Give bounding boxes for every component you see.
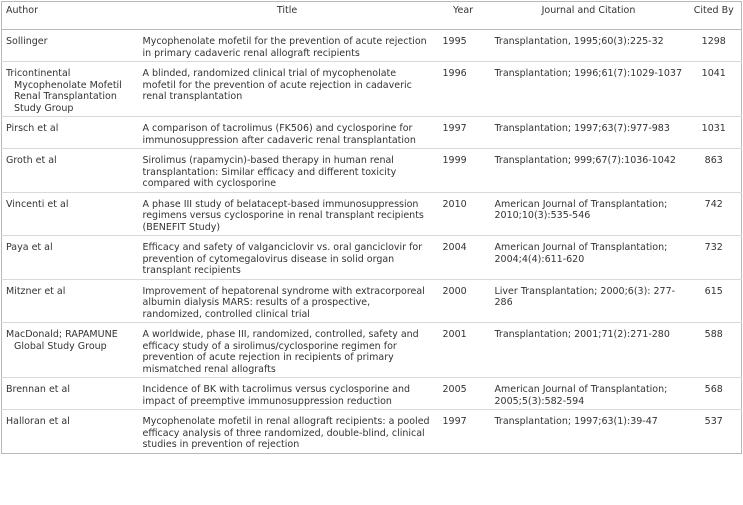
header-title: Title [139, 2, 435, 30]
year-cell: 2005 [435, 378, 491, 410]
header-journal: Journal and Citation [491, 2, 686, 30]
table-row [2, 323, 742, 378]
author-cell: Sollinger [6, 36, 48, 47]
year-cell: 1996 [435, 62, 491, 117]
title-cell: A phase III study of belatacept-based immunosuppression regimens versus cyclosporine in renal transplant recipients (BENEFIT Study) [139, 192, 435, 236]
title-cell: A worldwide, phase III, randomized, controlled, safety and efficacy study of a sirolimus/cyclosporine regimen for prevention of acute rejection in recipients of primary mismatched renal allografts [139, 323, 435, 378]
title-cell: Mycophenolate mofetil in renal allograft recipients: a pooled efficacy analysis of three randomized, double-blind, clinical studies in prevention of rejection [139, 410, 435, 454]
table-row [2, 30, 742, 62]
year-cell: 1995 [442, 36, 467, 47]
journal-cell: Transplantation; 2001;71(2):271-280 [491, 323, 686, 378]
title-cell: Improvement of hepatorenal syndrome with extracorporeal albumin dialysis MARS: results of a prospective, randomized, controlled clinical trial [139, 279, 435, 323]
title-cell: Efficacy and safety of valganciclovir vs. oral ganciclovir for prevention of cytomegalovirus disease in solid organ transplant recipients [139, 236, 435, 280]
year-cell: 1997 [435, 410, 491, 454]
cited-by-cell: 615 [686, 279, 742, 323]
title-cell: Sirolimus (rapamycin)-based therapy in human renal transplantation: Similar efficacy and different toxicity compared with cyclosporine [139, 149, 435, 193]
author-cell: Brennan et al [2, 378, 139, 410]
journal-cell: Transplantation; 1997;63(1):39-47 [491, 410, 686, 454]
cited-by-cell: 568 [686, 378, 742, 410]
header-author: Author [2, 2, 139, 30]
cited-by-cell: 537 [686, 410, 742, 454]
table-body [2, 30, 742, 454]
cited-by-cell: 1031 [686, 117, 742, 149]
title-cell: Incidence of BK with tacrolimus versus cyclosporine and impact of preemptive immunosuppression reduction [139, 378, 435, 410]
journal-cell: American Journal of Transplantation; 2010;10(3):535-546 [491, 192, 686, 236]
journal-cell: American Journal of Transplantation; 2004;4(4):611-620 [491, 236, 686, 280]
citation-table [1, 1, 742, 454]
cited-by-cell: 732 [686, 236, 742, 280]
journal-cell: American Journal of Transplantation; 2005;5(3):582-594 [491, 378, 686, 410]
title-cell: A comparison of tacrolimus (FK506) and cyclosporine for immunosuppression after cadaveric renal transplantation [139, 117, 435, 149]
year-cell: 2010 [435, 192, 491, 236]
table-row [2, 117, 742, 149]
year-cell: 1997 [435, 117, 491, 149]
author-cell: Mitzner et al [2, 279, 139, 323]
year-cell: 2004 [435, 236, 491, 280]
title-cell: Mycophenolate mofetil for the prevention of acute rejection in primary cadaveric renal allograft recipients [142, 36, 427, 59]
title-cell: A blinded, randomized clinical trial of mycophenolate mofetil for the prevention of acute rejection in cadaveric renal transplantation [139, 62, 435, 117]
cited-by-cell: 1298 [701, 36, 726, 47]
author-cell: Halloran et al [2, 410, 139, 454]
journal-cell: Transplantation, 1995;60(3):225-32 [494, 36, 664, 47]
author-cell: Groth et al [2, 149, 139, 193]
header-cited-by: Cited By [686, 2, 742, 30]
author-cell: MacDonald; RAPAMUNE Global Study Group [2, 323, 139, 378]
cited-by-cell: 863 [686, 149, 742, 193]
author-cell: Pirsch et al [2, 117, 139, 149]
table-row [2, 62, 742, 117]
table-row [2, 378, 742, 410]
year-cell: 1999 [435, 149, 491, 193]
table-row [2, 279, 742, 323]
table-row [2, 192, 742, 236]
header-row [2, 2, 742, 30]
author-cell: Tricontinental Mycophenolate Mofetil Renal Transplantation Study Group [2, 62, 139, 117]
header-year: Year [435, 2, 491, 30]
table-row [2, 149, 742, 193]
cited-by-cell: 1041 [686, 62, 742, 117]
cited-by-cell: 742 [686, 192, 742, 236]
table-row [2, 410, 742, 454]
journal-cell: Transplantation; 1996;61(7):1029-1037 [491, 62, 686, 117]
cited-by-cell: 588 [686, 323, 742, 378]
year-cell: 2001 [435, 323, 491, 378]
journal-cell: Transplantation; 999;67(7):1036-1042 [491, 149, 686, 193]
author-cell: Vincenti et al [2, 192, 139, 236]
journal-cell: Liver Transplantation; 2000;6(3): 277-286 [491, 279, 686, 323]
year-cell: 2000 [435, 279, 491, 323]
table-row [2, 236, 742, 280]
author-cell: Paya et al [2, 236, 139, 280]
journal-cell: Transplantation; 1997;63(7):977-983 [491, 117, 686, 149]
